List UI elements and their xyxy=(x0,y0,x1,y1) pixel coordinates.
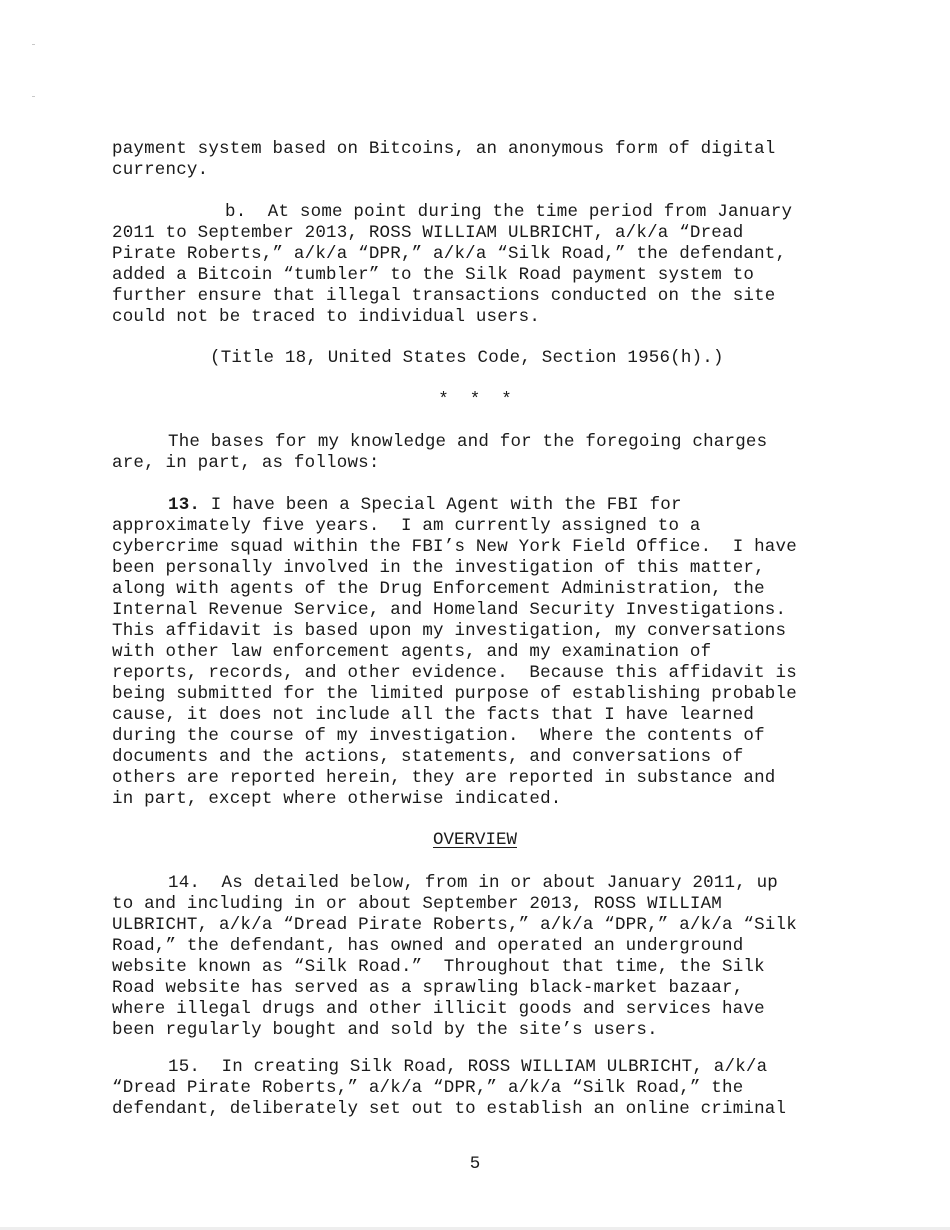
text-line: been regularly bought and sold by the site’s users. xyxy=(112,1020,658,1040)
page-number: 5 xyxy=(469,1154,481,1174)
text-line: b. At some point during the time period from January xyxy=(225,202,793,222)
text-line: others are reported herein, they are reported in substance and xyxy=(112,768,776,788)
text-line: further ensure that illegal transactions conducted on the site xyxy=(112,286,776,306)
text-line: Road website has served as a sprawling black-market bazaar, xyxy=(112,978,744,998)
text-line: currency. xyxy=(112,160,209,180)
text-line: 15. In creating Silk Road, ROSS WILLIAM ULBRICHT, a/k/a xyxy=(168,1057,768,1077)
text-line: The bases for my knowledge and for the foregoing charges xyxy=(168,432,768,452)
text-line: in part, except where otherwise indicated. xyxy=(112,789,562,809)
paragraph-number: 13. xyxy=(168,495,201,515)
text-line: 14. As detailed below, from in or about January 2011, up xyxy=(168,873,778,893)
text-line: I have been a Special Agent with the FBI for xyxy=(200,495,682,515)
scan-mark xyxy=(32,44,35,45)
text-line: website known as “Silk Road.” Throughout that time, the Silk xyxy=(112,957,765,977)
text-line: Internal Revenue Service, and Homeland Security Investigations. xyxy=(112,600,787,620)
text-line: ULBRICHT, a/k/a “Dread Pirate Roberts,” a/k/a “DPR,” a/k/a “Silk xyxy=(112,915,797,935)
overview-heading-text: OVERVIEW xyxy=(432,830,517,850)
text-line: payment system based on Bitcoins, an anonymous form of digital xyxy=(112,139,776,159)
text-line: with other law enforcement agents, and my examination of xyxy=(112,642,712,662)
text-line: “Dread Pirate Roberts,” a/k/a “DPR,” a/k/a “Silk Road,” the xyxy=(112,1078,744,1098)
statute-citation: (Title 18, United States Code, Section 1956(h).) xyxy=(210,348,724,368)
text-line: to and including in or about September 2013, ROSS WILLIAM xyxy=(112,894,722,914)
text-line: This affidavit is based upon my investigation, my conversations xyxy=(112,621,787,641)
text-line: reports, records, and other evidence. Because this affidavit is xyxy=(112,663,797,683)
text-line: where illegal drugs and other illicit goods and services have xyxy=(112,999,765,1019)
text-line: along with agents of the Drug Enforcement Administration, the xyxy=(112,579,765,599)
paragraph-13-first-line xyxy=(168,495,682,516)
section-separator: * * * xyxy=(438,390,512,410)
text-line: approximately five years. I am currently assigned to a xyxy=(112,516,701,536)
scan-mark xyxy=(32,96,35,97)
text-line: are, in part, as follows: xyxy=(112,453,380,473)
text-line: added a Bitcoin “tumbler” to the Silk Road payment system to xyxy=(112,265,755,285)
text-line: during the course of my investigation. Where the contents of xyxy=(112,726,765,746)
text-line: could not be traced to individual users. xyxy=(112,307,541,327)
text-line: being submitted for the limited purpose of establishing probable xyxy=(112,684,797,704)
text-line: defendant, deliberately set out to establish an online criminal xyxy=(112,1099,787,1119)
text-line: cybercrime squad within the FBI’s New York Field Office. I have xyxy=(112,537,797,557)
text-line: Pirate Roberts,” a/k/a “DPR,” a/k/a “Silk Road,” the defendant, xyxy=(112,244,787,264)
section-heading xyxy=(0,830,950,851)
text-line: cause, it does not include all the facts that I have learned xyxy=(112,705,755,725)
text-line: 2011 to September 2013, ROSS WILLIAM ULBRICHT, a/k/a “Dread xyxy=(112,223,744,243)
text-line: been personally involved in the investigation of this matter, xyxy=(112,558,765,578)
text-line: documents and the actions, statements, and conversations of xyxy=(112,747,744,767)
text-line: Road,” the defendant, has owned and operated an underground xyxy=(112,936,744,956)
